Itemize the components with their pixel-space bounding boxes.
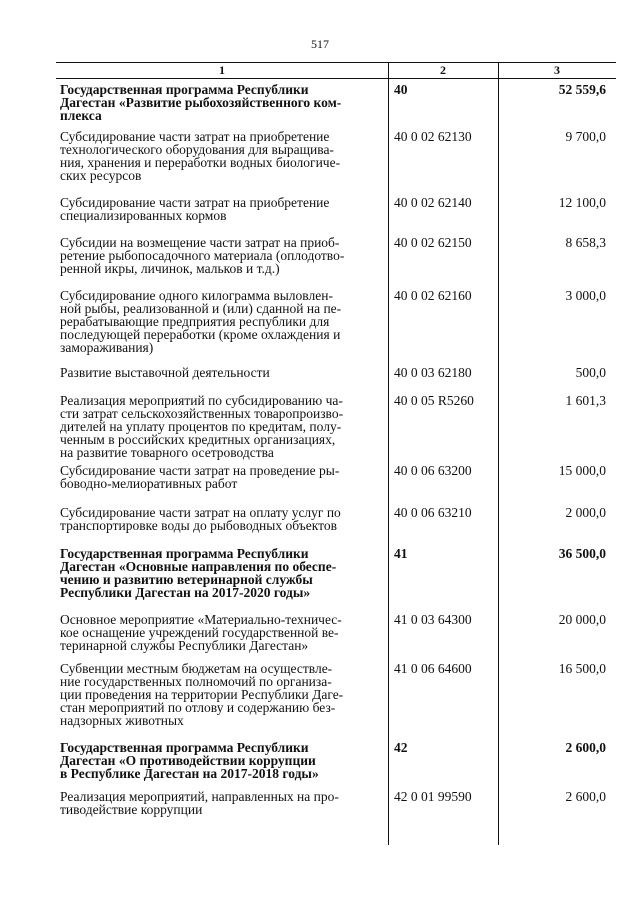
row-name [60, 394, 380, 459]
row-name [60, 790, 380, 816]
row-code: 42 [394, 740, 408, 755]
row-sum: 3 000,0 [565, 288, 606, 303]
page-number: 517 [311, 37, 329, 51]
column-header-1: 1 [219, 63, 225, 77]
row-name-line: ченным в российских кредитных организациях, [60, 432, 336, 447]
row-name-line: в Республике Дагестан на 2017-2018 годы» [60, 766, 319, 781]
row-name-line: теринарной службы Республики Дагестан» [60, 638, 309, 653]
row-code: 40 0 02 62160 [394, 288, 472, 303]
row-sum: 2 600,0 [565, 789, 606, 804]
row-name-line: Дагестан «Основные направления по обеспе- [60, 559, 337, 574]
row-name [60, 83, 380, 122]
row-name-line: Государственная программа Республики [60, 82, 309, 97]
column-divider-1 [388, 63, 389, 845]
row-name [60, 547, 380, 599]
row-code: 40 [394, 82, 408, 97]
row-name-line: ретение рыбопосадочного материала (оплодотво- [60, 248, 345, 263]
row-name-line: Республики Дагестан на 2017-2020 годы» [60, 585, 311, 600]
row-code: 40 0 06 63200 [394, 463, 472, 478]
row-name-line: Дагестан «Развитие рыбохозяйственного ком- [60, 95, 342, 110]
row-name-line: тиводействие коррупции [60, 802, 203, 817]
row-name-line: Государственная программа Республики [60, 740, 309, 755]
row-name [60, 236, 380, 275]
row-name-line: Субсидирование части затрат на проведение ры- [60, 463, 340, 478]
row-name-line: Развитие выставочной деятельности [60, 365, 270, 380]
row-code: 40 0 02 62140 [394, 195, 472, 210]
row-name [60, 662, 380, 727]
row-name [60, 289, 380, 354]
row-name-line: Реализация мероприятий по субсидированию ча- [60, 393, 343, 408]
row-name-line: чению и развитию ветеринарной службы [60, 572, 313, 587]
row-code: 41 0 06 64600 [394, 661, 472, 676]
row-sum: 52 559,6 [558, 82, 606, 97]
column-header-2: 2 [440, 63, 446, 77]
row-name-line: боводно-мелиоративных работ [60, 476, 238, 491]
row-sum: 500,0 [575, 365, 606, 380]
row-name [60, 464, 380, 490]
row-name-line: ния, хранения и переработки водных биологиче- [60, 155, 341, 170]
table-header-rule [56, 78, 616, 79]
row-code: 40 0 02 62130 [394, 129, 472, 144]
row-name-line: Субсидирование одного килограмма выловлен- [60, 288, 333, 303]
row-name [60, 196, 380, 222]
row-code: 40 0 02 62150 [394, 235, 472, 250]
row-sum: 20 000,0 [558, 612, 606, 627]
row-code: 42 0 01 99590 [394, 789, 472, 804]
row-name-line: Государственная программа Республики [60, 546, 309, 561]
row-name-line: сти затрат сельскохозяйственных товаропроизво- [60, 406, 344, 421]
row-name-line: ренной икры, личинок, мальков и т.д.) [60, 261, 280, 276]
row-name-line: плекса [60, 108, 102, 123]
row-sum: 2 000,0 [565, 505, 606, 520]
row-sum: 36 500,0 [558, 546, 606, 561]
row-name-line: ние государственных полномочий по организа- [60, 674, 332, 689]
row-name-line: Реализация мероприятий, направленных на про- [60, 789, 339, 804]
row-name-line: на развитие товарного осетроводства [60, 445, 274, 460]
row-name [60, 506, 380, 532]
row-name-line: Дагестан «О противодействии коррупции [60, 753, 316, 768]
row-sum: 16 500,0 [558, 661, 606, 676]
row-sum: 9 700,0 [565, 129, 606, 144]
row-name-line: специализированных кормов [60, 208, 227, 223]
row-sum: 2 600,0 [565, 740, 606, 755]
table-header [56, 63, 616, 77]
row-name-line: транспортировке воды до рыбоводных объектов [60, 518, 337, 533]
row-name [60, 613, 380, 652]
row-code: 41 [394, 546, 408, 561]
row-name-line: технологического оборудования для выращива- [60, 142, 334, 157]
row-sum: 8 658,3 [565, 235, 606, 250]
row-code: 40 0 05 R5260 [394, 393, 474, 408]
row-name-line: кое оснащение учреждений государственной ве- [60, 625, 339, 640]
row-sum: 15 000,0 [558, 463, 606, 478]
row-name-line: ной рыбы, реализованной и (или) сданной на пе- [60, 301, 342, 316]
row-name-line: Субсидирование части затрат на приобретение [60, 129, 330, 144]
row-name-line: дителей на уплату процентов по кредитам, полу- [60, 419, 342, 434]
column-divider-2 [498, 63, 499, 845]
row-name-line: последующей переработки (кроме охлаждения и [60, 327, 341, 342]
row-name-line: Субсидирование части затрат на приобретение [60, 195, 330, 210]
row-name-line: замораживания) [60, 340, 154, 355]
row-name [60, 366, 380, 379]
row-code: 41 0 03 64300 [394, 612, 472, 627]
budget-table [56, 62, 616, 845]
row-sum: 12 100,0 [558, 195, 606, 210]
row-name-line: ции проведения на территории Республики Даге- [60, 687, 344, 702]
row-name [60, 741, 380, 780]
row-name-line: Основное мероприятие «Материально-техничес- [60, 612, 342, 627]
row-name [60, 130, 380, 182]
row-code: 40 0 06 63210 [394, 505, 472, 520]
row-sum: 1 601,3 [565, 393, 606, 408]
row-name-line: Субсидирование части затрат на оплату услуг по [60, 505, 341, 520]
row-name-line: Субсидии на возмещение части затрат на приоб- [60, 235, 340, 250]
row-name-line: рерабатывающие предприятия республики для [60, 314, 330, 329]
row-name-line: надзорных животных [60, 713, 184, 728]
row-code: 40 0 03 62180 [394, 365, 472, 380]
row-name-line: стан мероприятий по отлову и содержанию без- [60, 700, 336, 715]
row-name-line: ских ресурсов [60, 168, 142, 183]
row-name-line: Субвенции местным бюджетам на осуществле- [60, 661, 333, 676]
column-header-3: 3 [554, 63, 560, 77]
